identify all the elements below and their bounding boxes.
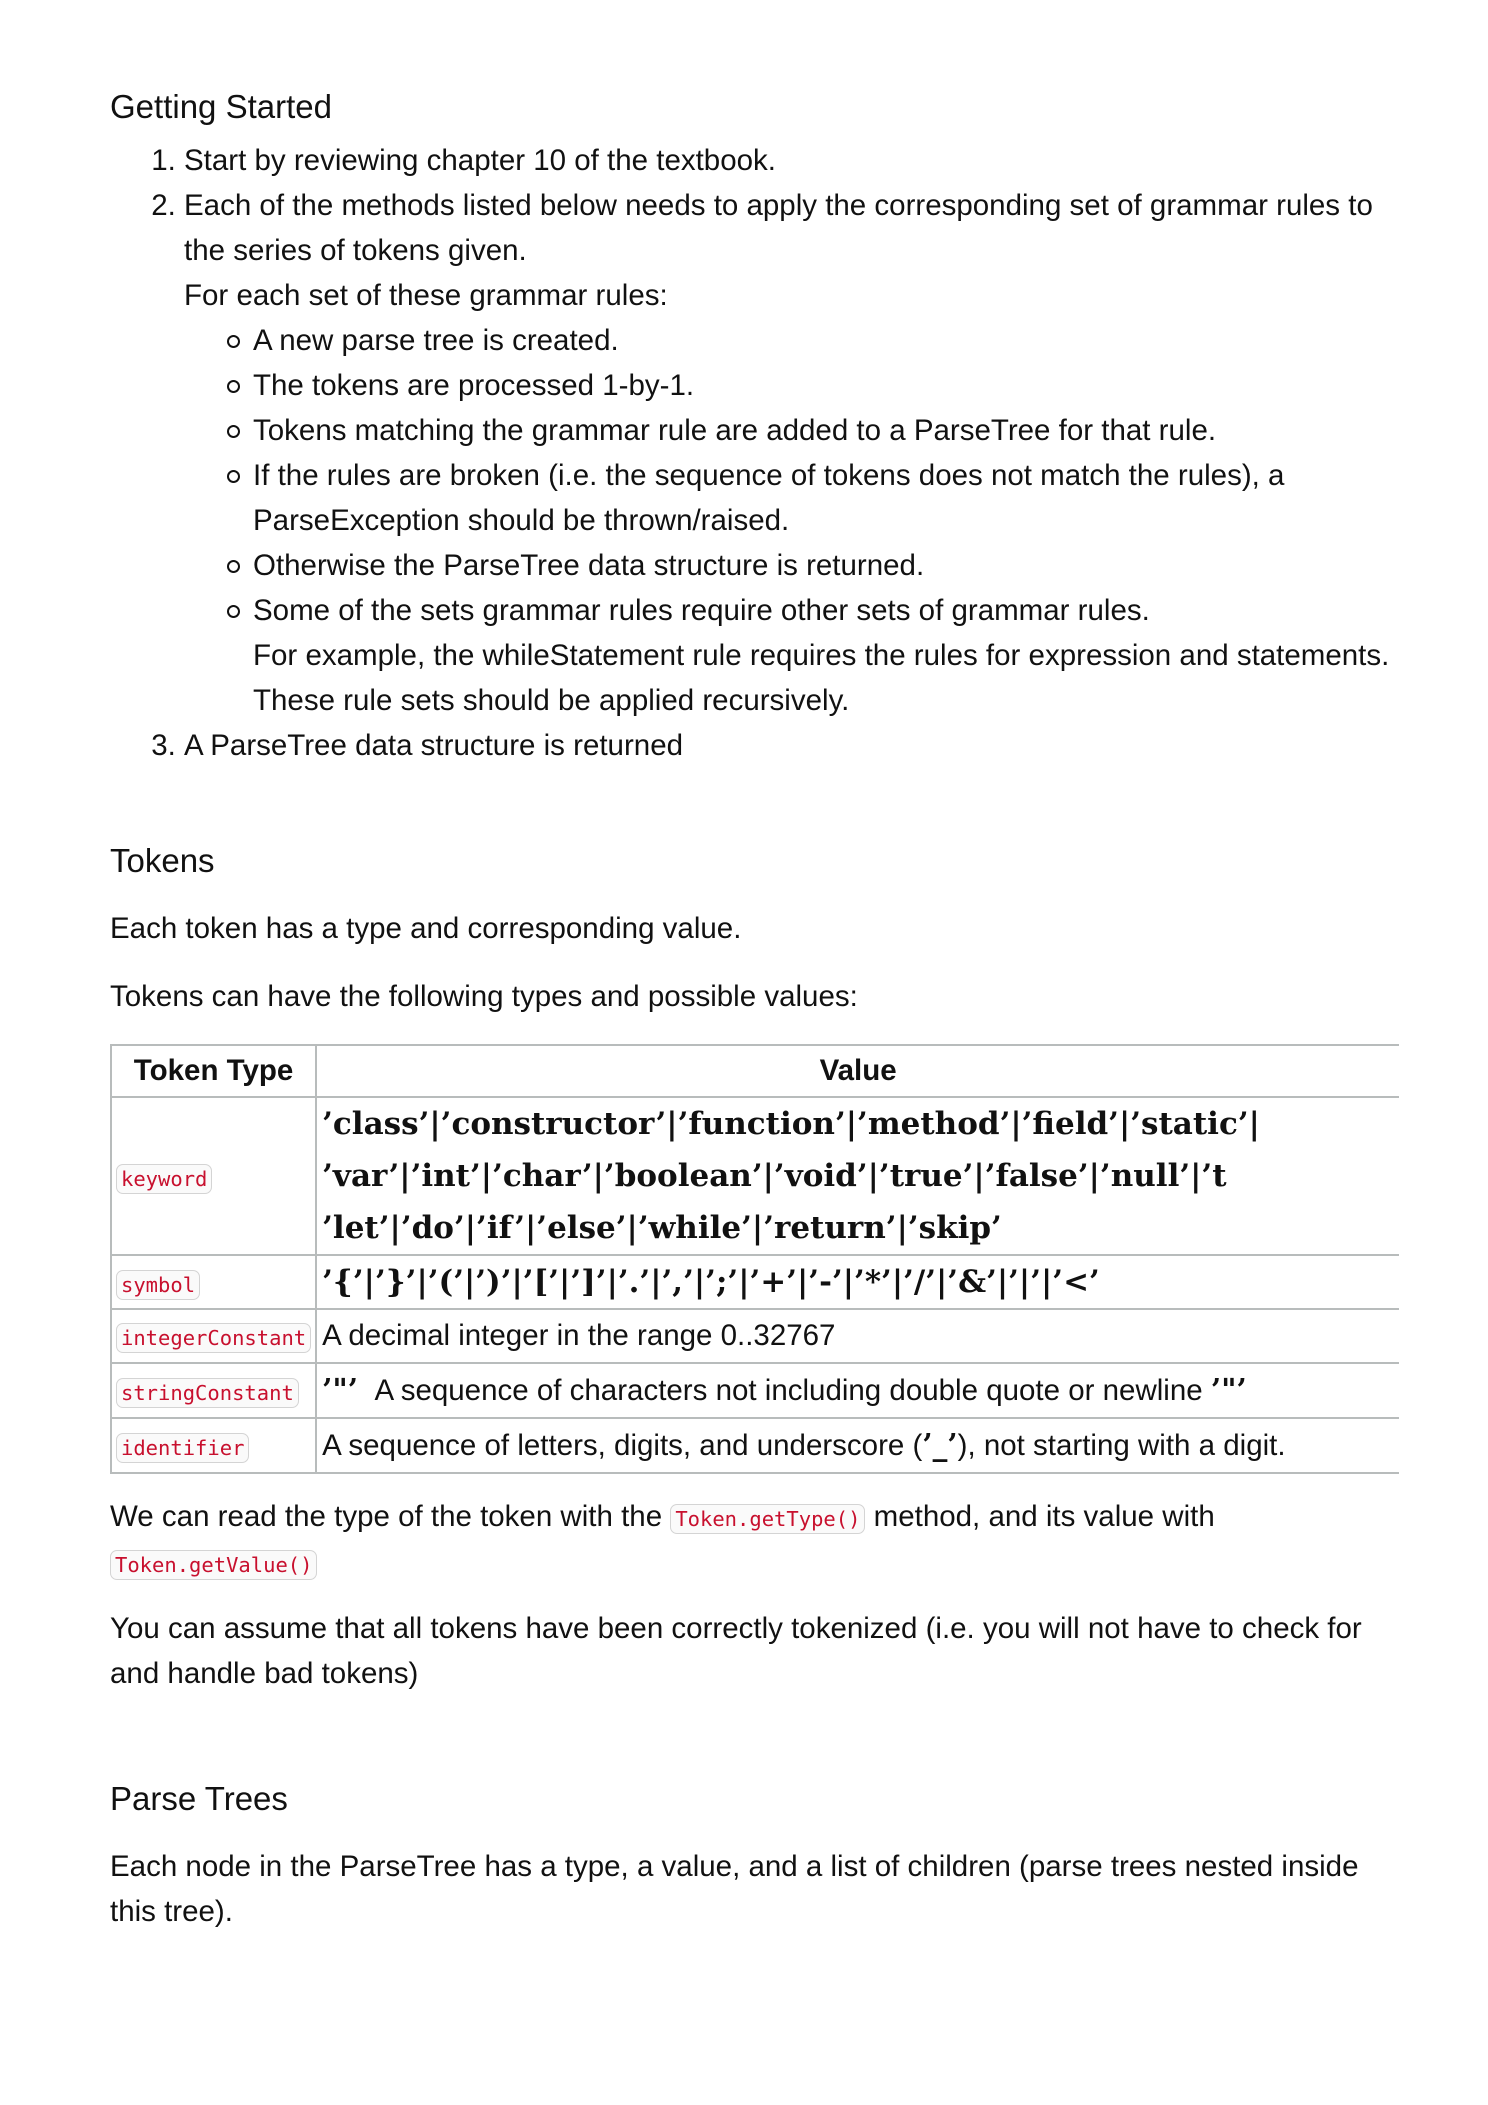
type-cell — [111, 1418, 316, 1473]
value-cell — [316, 1418, 1399, 1473]
token-methods-paragraph — [110, 1494, 1390, 1586]
paragraph-text: method, and its value with — [873, 1500, 1215, 1533]
steps-list — [110, 138, 1390, 768]
parse-tree-paragraph: Each node in the ParseTree has a type, a value, and a list of children (parse trees nested inside this tree). — [110, 1850, 1359, 1928]
bullet-item: Tokens matching the grammar rule are added to a ParseTree for that rule. — [227, 408, 1390, 453]
table-row — [111, 1097, 1399, 1255]
tokens-intro-paragraph: Each token has a type and corresponding value. — [110, 912, 742, 945]
parse-trees-heading: Parse Trees — [110, 1780, 288, 1817]
step-item — [184, 723, 1390, 768]
rules-bullet-list — [184, 318, 1390, 723]
value-cell — [316, 1097, 1399, 1255]
type-cell — [111, 1309, 316, 1363]
symbol-values: ’{’|’}’|’(’|’)’|’[’|’]’|’.’|’,’|’;’|’+’|’-’|’*’|’/’|’&’|’|’|’<’ — [322, 1264, 1100, 1300]
tokenized-assumption-paragraph: You can assume that all tokens have been correctly tokenized (i.e. you will not have to check for and handle bad tokens) — [110, 1612, 1362, 1690]
keyword-line: ’var’|’int’|’char’|’boolean’|’void’|’true’|’false’|’null’|’t — [322, 1158, 1227, 1194]
table-header-row — [111, 1045, 1399, 1097]
double-quote-symbol: ’"’ — [322, 1372, 359, 1407]
token-type-code: integerConstant — [116, 1323, 311, 1353]
keyword-line: ’let’|’do’|’if’|’else’|’while’|’return’|’skip’ — [322, 1210, 1002, 1246]
bullet-text: Some of the sets grammar rules require other sets of grammar rules. — [253, 594, 1150, 627]
bullet-example-text: For example, the whileStatement rule requires the rules for expression and statements. — [253, 639, 1390, 672]
getting-started-heading: Getting Started — [110, 88, 332, 125]
type-cell — [111, 1255, 316, 1309]
token-type-code: identifier — [116, 1433, 249, 1463]
table-row — [111, 1363, 1399, 1418]
double-quote-symbol: ’"’ — [1210, 1372, 1247, 1407]
table-row — [111, 1418, 1399, 1473]
value-cell — [316, 1363, 1399, 1418]
keyword-line: ’class’|’constructor’|’function’|’method’|’field’|’static’| — [322, 1106, 1260, 1142]
keyword-values — [322, 1098, 1394, 1254]
bullet-item: Otherwise the ParseTree data structure is returned. — [227, 543, 1390, 588]
bullet-item: A new parse tree is created. — [227, 318, 1390, 363]
bullet-item: The tokens are processed 1-by-1. — [227, 363, 1390, 408]
column-header-value: Value — [316, 1045, 1399, 1097]
underscore-symbol: ’_’ — [922, 1427, 958, 1462]
step-text: 2. Each of the methods listed below needs to apply the corresponding set of grammar rules to the series of tokens given. — [184, 189, 1373, 267]
bullet-item — [227, 588, 1390, 723]
step-intro-text: For each set of these grammar rules: — [184, 279, 668, 312]
value-cell: A decimal integer in the range 0..32767 — [316, 1309, 1399, 1363]
document-content — [110, 82, 1390, 1934]
step-text: Start by reviewing chapter 10 of the textbook. — [184, 144, 776, 177]
bullet-recursion-text: These rule sets should be applied recursively. — [253, 684, 850, 717]
token-types-table — [110, 1044, 1399, 1474]
value-cell — [316, 1255, 1399, 1309]
tokens-types-paragraph: Tokens can have the following types and possible values: — [110, 980, 858, 1013]
token-type-code: symbol — [116, 1270, 200, 1300]
tokens-heading: Tokens — [110, 842, 215, 879]
code-get-value: Token.getValue() — [110, 1550, 317, 1580]
step-item — [184, 138, 1390, 183]
step-item — [184, 183, 1390, 723]
identifier-description-start: A sequence of letters, digits, and underscore ( — [322, 1429, 923, 1462]
column-header-token-type: Token Type — [111, 1045, 316, 1097]
string-constant-description: A sequence of characters not including double quote or newline — [374, 1374, 1203, 1407]
paragraph-text: We can read the type of the token with the — [110, 1500, 663, 1533]
step-text: A ParseTree data structure is returned — [184, 729, 684, 762]
token-type-code: keyword — [116, 1164, 212, 1194]
type-cell — [111, 1363, 316, 1418]
table-row — [111, 1255, 1399, 1309]
table-row — [111, 1309, 1399, 1363]
identifier-description-end: ), not starting with a digit. — [957, 1429, 1286, 1462]
type-cell — [111, 1097, 316, 1255]
code-get-type: Token.getType() — [670, 1504, 865, 1534]
bullet-item: If the rules are broken (i.e. the sequence of tokens does not match the rules), a ParseException should be thrown/raised. — [227, 453, 1390, 543]
token-type-code: stringConstant — [116, 1378, 299, 1408]
